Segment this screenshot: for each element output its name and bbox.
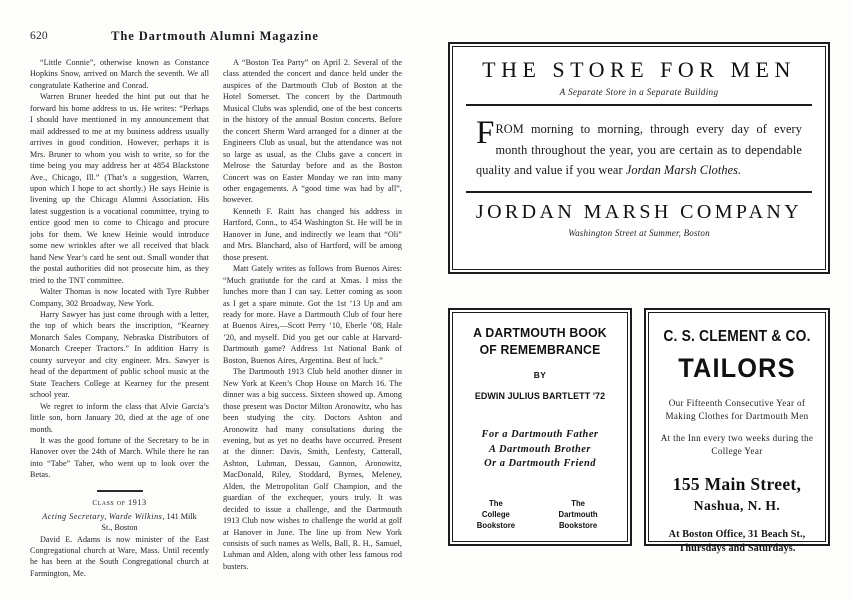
paragraph: Warren Bruner heeded the hint put out that he forward his home address to us. He writes: “Perhaps I should have mentioned in my announcement that mail addressed to me at my business address usually arrives in good condition. However, perhaps it is Mrs. Bruner to whom you wish to write, so for the time being you may address her at 4854 Blackstone Ave., Chicago, Ill.” (That’s a suggestion, Warren, upon which I hope to act shortly.) He says Heinie is livening up the Chicago Alumni Association. His latest suggestion is a vocational committee, trying to entice good men to come to Chicago and procure jobs for them. We knew Heinie would introduce some new wrinkles after we all received that black hand New Year’s card he sent out. Small wonder that the postal authorities did not prosecute him, as they tried to the TNT committee.	[30, 92, 209, 285]
tailor-boston-office	[652, 528, 822, 555]
bookstore-college-line-2: College Bookstore	[476, 509, 516, 530]
column-two	[223, 57, 402, 579]
book-author: EDWIN JULIUS BARTLETT '72	[474, 391, 606, 402]
tailor-street-address: 155 Main Street,	[672, 474, 802, 495]
ad-subheadline: A Separate Store in a Separate Building	[559, 87, 719, 97]
bookstore-dartmouth	[538, 498, 617, 531]
column-one	[30, 57, 209, 579]
ad-content	[456, 49, 822, 267]
advertising-page	[426, 0, 852, 600]
advertisement-remembrance-book	[448, 308, 632, 546]
ad-body-main: ROM morning to morning, through every day of every month throughout the year, you are certain as to dependable quality and value if you wear	[476, 122, 802, 177]
ad-content	[456, 315, 624, 539]
book-tagline-line-2: A Dartmouth Brother	[489, 443, 591, 455]
book-tagline-line-1: For a Dartmouth Father	[481, 429, 599, 440]
bookstore-dartmouth-line-2: Dartmouth Bookstore	[558, 509, 598, 530]
paragraph: Harry Sawyer has just come through with a letter, the top of which bears the inscription, “Kearney Monarch Sales Company, Nebraska Distributors of Monarch Creeper Tractors.” In addition Harry is county surveyor and city engineer. Mrs. Sawyer is head of the department of public school music at the State Teachers College at Kearney for the present school year.	[30, 309, 209, 400]
ad-divider-rule-bottom	[466, 191, 812, 193]
tailor-visit-line-2: College Year	[711, 445, 763, 456]
ad-company-address: Washington Street at Summer, Boston	[568, 227, 710, 238]
page-header	[30, 30, 400, 48]
bookstore-college-line-1: The	[489, 498, 503, 508]
book-tagline	[456, 428, 624, 472]
ad-content	[652, 315, 822, 554]
tailor-company-name: C. S. CLEMENT & CO.	[663, 328, 811, 345]
tailor-tagline-line-1: Our Fifteenth Consecutive Year of	[668, 398, 806, 408]
paragraph: We regret to inform the class that Alvie Garcia’s little son, born January 20, died at the age of one month.	[30, 401, 209, 434]
bookstore-list	[458, 498, 622, 531]
book-title-line-1: A DARTMOUTH BOOK	[473, 325, 607, 340]
class-label: class of 1913	[92, 497, 147, 508]
text-columns	[30, 57, 402, 579]
paragraph: David E. Adams is now minister of the East Congregational church at Ware, Mass. Until recently he has been at the South Congregational church at Farmington, Me.	[30, 534, 209, 578]
secretary-name: Warde Wilkins	[108, 511, 163, 521]
running-title: The Dartmouth Alumni Magazine	[111, 29, 319, 43]
paragraph: The Dartmouth 1913 Club held another dinner in New York at Keen’s Chop House on March 16. The dinner was a big success. Sixteen showed up. Among those present was Doctor Milton Aronowitz, who has been studying the city. Doctors Ashton and Aronowitz had many consultations during the evening, but as yet no deaths have occurred. Present at the dinner: Davis, Smith, Lenfesty, Catterall, Ashton, Luhman, Dessau, Gannon, Aronowitz, MacDonald, Riley, Stoddard, Byrnes, Meleney, Alden, the Metropolitan Golf Champion, and the guardian of the exchequer, yours truly. It was decided to issue a challenge, and the Dartmouth 1913 Club now wishes to challenge the world at golf at Hanover in June. The line up from New York consists of such names as Wells, Ball, R. H., Samuel, Luhman and Alden, along with other less famous rod busters.	[223, 367, 402, 571]
paragraph: A “Boston Tea Party” on April 2. Several of the class attended the concert and dance held under the auspices of the Dartmouth Club of Boston at the Hotel Somerset. The concert by the Dartmouth Musical Clubs was splendid, one of the best concerts in the history of the annual Boston concerts. Before the concert Sherm Ward arranged for a dinner at the Engineers Club as usual, but the attendance was not so large as usual, as the Clubs gave a concert in Melrose the Saturday before and as the Boston Concert was on Easter Monday we ran into many other engagements. A “good time was had by all”, however.	[223, 58, 402, 205]
tailor-visit-note	[652, 432, 822, 457]
advertisement-jordan-marsh	[448, 42, 830, 274]
secretary-role: Acting Secretary,	[42, 511, 107, 521]
secretary-address-part-1: , 141 Milk	[162, 511, 197, 521]
page-number: 620	[30, 30, 48, 42]
tailor-trade-label: TAILORS	[678, 353, 796, 383]
by-label: BY	[533, 370, 547, 380]
tailor-boston-line-2: Thursdays and Saturdays.	[678, 542, 796, 554]
ad-body-text	[476, 115, 802, 181]
ad-body-brand: Jordan Marsh Clothes.	[625, 163, 742, 177]
secretary-byline	[30, 511, 209, 534]
drop-cap: F	[476, 115, 495, 151]
bookstore-college	[462, 498, 530, 531]
book-title-line-2: OF REMEMBRANCE	[479, 341, 601, 357]
paragraph: Walter Thomas is now located with Tyre Rubber Company, 302 Broadway, New York.	[30, 287, 209, 308]
class-heading	[30, 490, 209, 508]
tailor-boston-line-1: At Boston Office, 31 Beach St.,	[668, 529, 806, 541]
tailor-city: Nashua, N. H.	[693, 498, 781, 514]
advertisement-clement-tailors	[644, 308, 830, 554]
section-divider-rule	[97, 490, 143, 492]
paragraph: Matt Gately writes as follows from Buenos Aires: “Much gratiutde for the card at Xmas. I miss the lunches more than I can say. Letter coming as soon as I get a spare minute. Got the 1st ’13 Up and am ready for more. Have a Dartmouth Club of four here at Buenos Aires,—Scott Perry ’10, Eberle ’08, Hale ’20, and myself. Did you get our cable at Harvard-Dartmouth game? Address 1st National Bank of Boston, Buenos Aires, Argentina. Best of luck.”	[223, 264, 402, 365]
book-tagline-line-3: Or a Dartmouth Friend	[484, 458, 596, 469]
paragraph: Kenneth F. Raitt has changed his address in Hartford, Conn., to 454 Washington St. He will be in Hanover in June, and indirectly we learn that “Oli” and Mrs. Blanchard, also of Hartford, will be among those present.	[223, 206, 402, 262]
paragraph: It was the good fortune of the Secretary to be in Hanover over the 24th of March. While there he ran into “Tabe” Taber, who went up to look over the Betas.	[30, 435, 209, 480]
tailor-tagline-line-2: Making Clothes for Dartmouth Men	[665, 410, 809, 421]
bookstore-dartmouth-line-1: The	[571, 498, 585, 508]
ad-divider-rule-top	[466, 104, 812, 106]
tailor-visit-line-1: At the Inn every two weeks during the	[660, 433, 814, 444]
paragraph: “Little Connie”, otherwise known as Constance Hopkins Snow, arrived on March the seventh. We all congratulate Katherine and Conrad.	[30, 58, 209, 90]
ad-company-name: JORDAN MARSH COMPANY	[475, 200, 803, 223]
book-title	[463, 325, 618, 358]
secretary-address-part-2: St., Boston	[101, 523, 138, 533]
ad-headline: THE STORE FOR MEN	[482, 57, 796, 82]
tailor-tagline	[652, 397, 822, 422]
